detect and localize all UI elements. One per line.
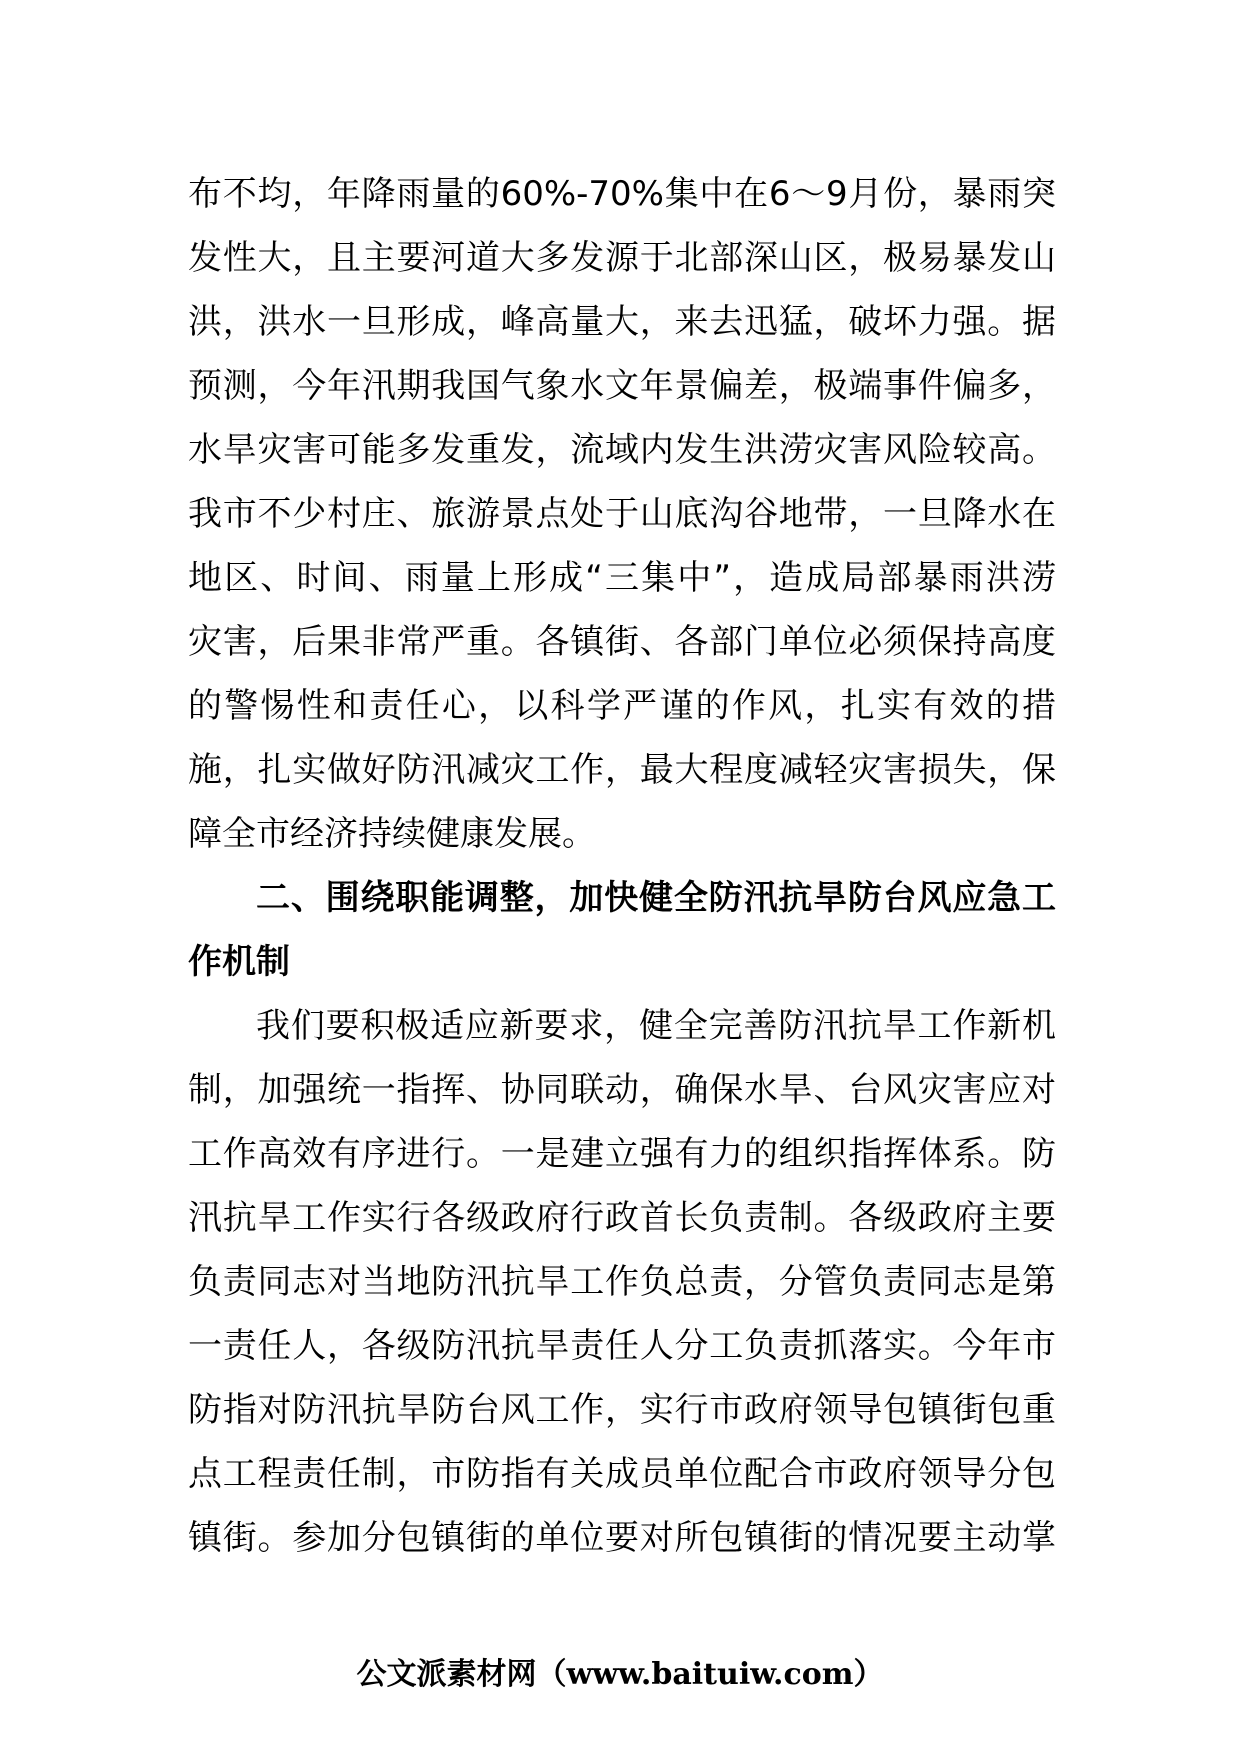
section-heading-line: 作机制	[188, 942, 290, 982]
text-line: 障全市经济持续健康发展。	[188, 814, 596, 854]
section-heading-line: 二、围绕职能调整，加快健全防汛抗旱防台风应急工	[256, 878, 1056, 918]
text-line: 我们要积极适应新要求，健全完善防汛抗旱工作新机	[256, 1006, 1056, 1046]
text-line: 地区、时间、雨量上形成“三集中”，造成局部暴雨洪涝	[188, 558, 1056, 598]
document-body	[188, 162, 1056, 1570]
text-line: 预测，今年汛期我国气象水文年景偏差，极端事件偏多，	[188, 366, 1056, 406]
text-line: 防指对防汛抗旱防台风工作，实行市政府领导包镇街包重	[188, 1390, 1056, 1430]
text-line: 负责同志对当地防汛抗旱工作负总责，分管负责同志是第	[188, 1262, 1056, 1302]
text-line: 洪，洪水一旦形成，峰高量大，来去迅猛，破坏力强。据	[188, 302, 1056, 342]
text-line: 制，加强统一指挥、协同联动，确保水旱、台风灾害应对	[188, 1070, 1056, 1110]
text-line: 镇街。参加分包镇街的单位要对所包镇街的情况要主动掌	[188, 1518, 1056, 1558]
text-line: 布不均，年降雨量的60%-70%集中在6～9月份，暴雨突	[188, 174, 1056, 214]
text-line: 的警惕性和责任心，以科学严谨的作风，扎实有效的措	[188, 686, 1056, 726]
text-line: 施，扎实做好防汛减灾工作，最大程度减轻灾害损失，保	[188, 750, 1056, 790]
text-line: 汛抗旱工作实行各级政府行政首长负责制。各级政府主要	[188, 1198, 1056, 1238]
text-line: 我市不少村庄、旅游景点处于山底沟谷地带，一旦降水在	[188, 494, 1056, 534]
text-line: 灾害，后果非常严重。各镇街、各部门单位必须保持高度	[188, 622, 1056, 662]
text-line: 水旱灾害可能多发重发，流域内发生洪涝灾害风险较高。	[188, 430, 1056, 470]
text-line: 点工程责任制，市防指有关成员单位配合市政府领导分包	[188, 1454, 1056, 1494]
text-line: 工作高效有序进行。一是建立强有力的组织指挥体系。防	[188, 1134, 1056, 1174]
text-line: 一责任人，各级防汛抗旱责任人分工负责抓落实。今年市	[188, 1326, 1056, 1366]
footer-watermark-text: 公文派素材网（www.baituiw.com）	[356, 1657, 884, 1692]
text-line: 发性大，且主要河道大多发源于北部深山区，极易暴发山	[188, 238, 1056, 278]
